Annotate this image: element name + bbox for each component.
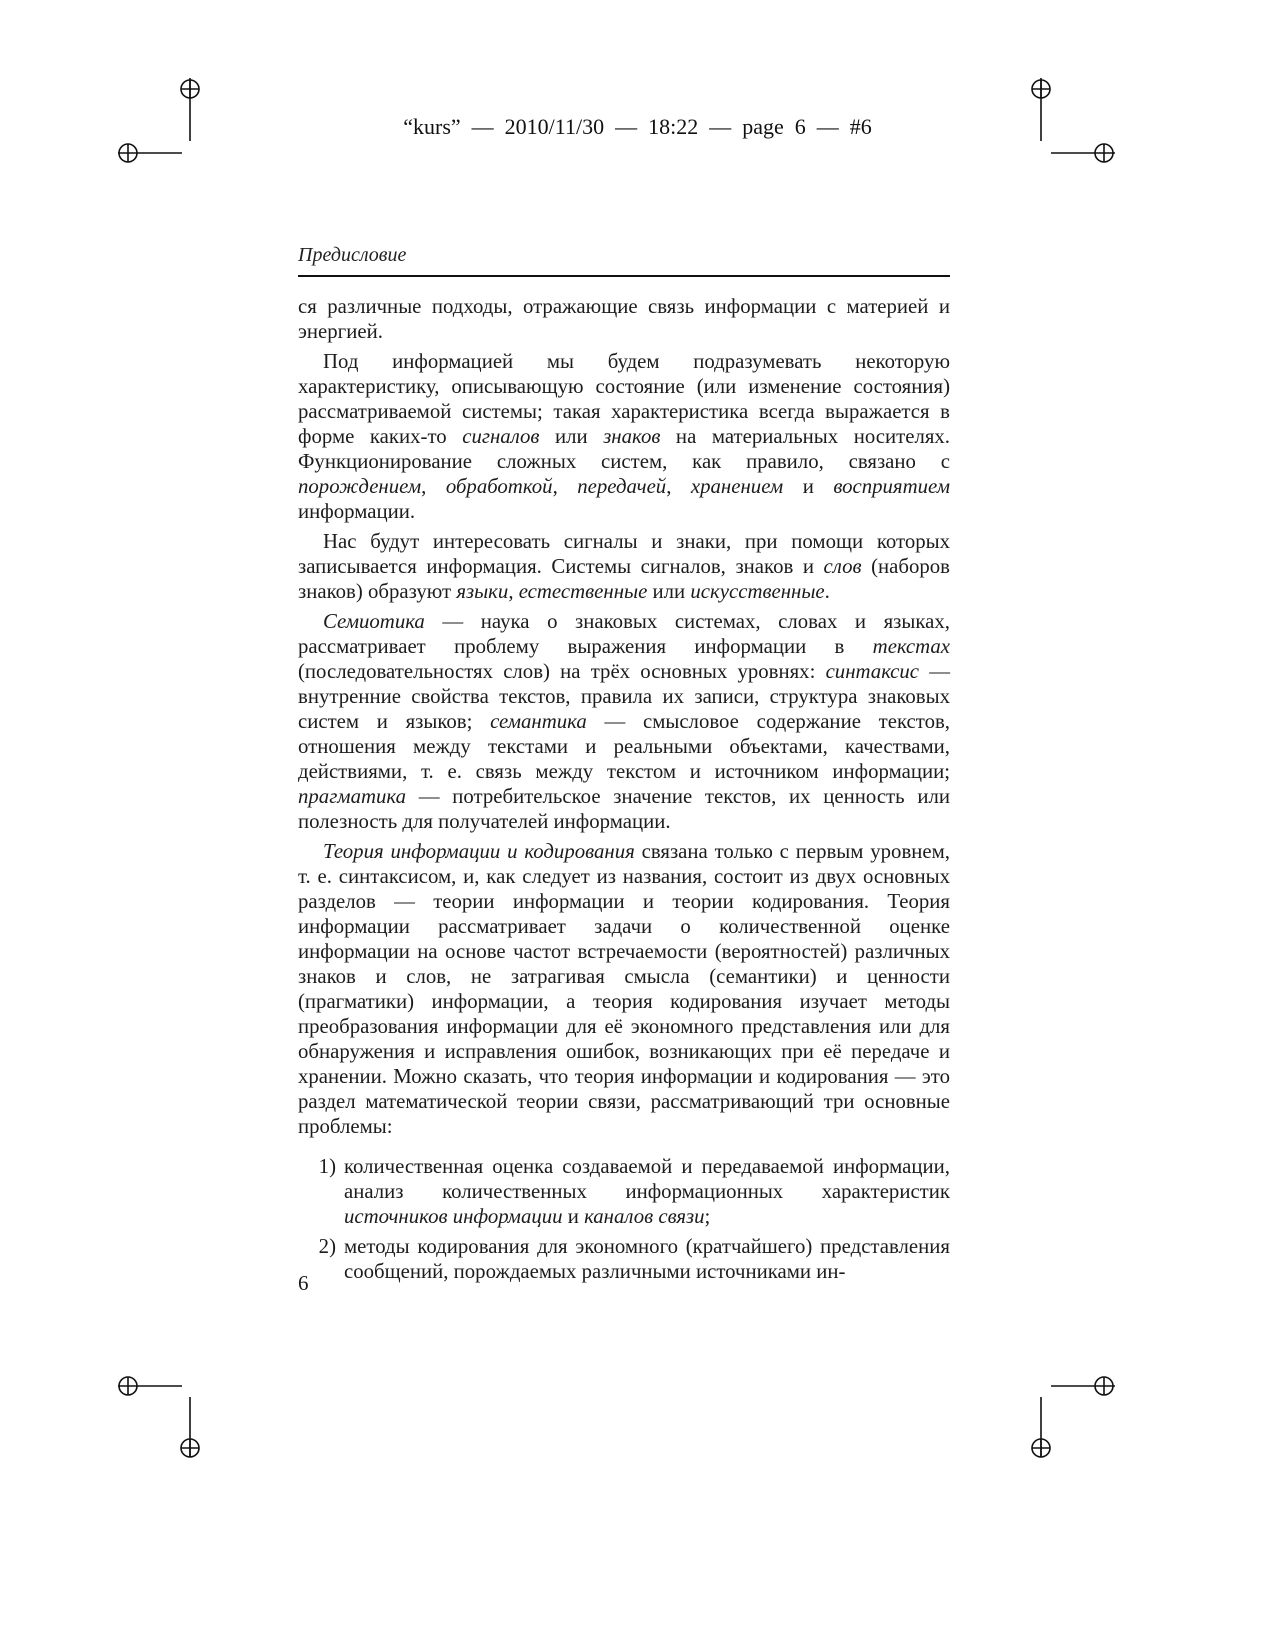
paragraph: Нас будут интересовать сигналы и знаки, при помощи которых записывается информация. Системы сигналов, знаков и слов (наборов знаков) образуют языки, естественные или искусственные. (298, 530, 950, 603)
page-number: 6 (298, 1271, 309, 1295)
list-item (298, 1234, 950, 1284)
italic-term: источников информации (344, 1205, 563, 1228)
italic-term: прагматика (298, 785, 407, 808)
italic-term: сигналов (462, 425, 540, 448)
italic-term: каналов связи (584, 1205, 705, 1228)
list-item-text: количественная оценка создаваемой и передаваемой информации, анализ количественных информационных характеристик источников информации и каналов связи; (344, 1155, 950, 1228)
paragraph: Семиотика — наука о знаковых системах, словах и языках, рассматривает проблему выражения информации в текстах (последовательностях слов) на трёх основных уровнях: синтаксис — внутренние свойства текстов, правила их записи, структура знаковых систем и языков; семантика — смысловое содержание текстов, отношения между текстами и реальными объектами, качествами, действиями, т. е. связь между текстом и источником информации; прагматика — потребительское значение текстов, их ценность или полезность для получателей информации. (298, 610, 950, 833)
header-rule (298, 275, 950, 277)
list-item-number: 2) (318, 1235, 336, 1258)
italic-term: семантика (490, 710, 587, 733)
paragraph: Теория информации и кодирования связана только с первым уровнем, т. е. синтаксисом, и, как следует из названия, состоит из двух основных разделов — теории информации и теории кодирования. Теория информации рассматривает задачи о количественной оценке информации на основе частот встречаемости (вероятностей) различных знаков и слов, не затрагивая смысла (семантики) и ценности (прагматики) информации, а теория кодирования изучает методы преобразования информации для её экономного представления или для обнаружения и исправления ошибок, возникающих при её передаче и хранении. Можно сказать, что теория информации и кодирования — это раздел математической теории связи, рассматривающий три основные проблемы: (298, 840, 951, 1138)
italic-term: слов (823, 555, 862, 578)
italic-term: синтаксис (825, 660, 919, 683)
italic-term: искусственные (690, 580, 825, 603)
list-item-text: методы кодирования для экономного (кратчайшего) представления сообщений, порождаемых различными источниками ин- (344, 1235, 950, 1283)
body-text (298, 294, 950, 1289)
slug-line: “kurs” — 2010/11/30 — 18:22 — page 6 — #6 (403, 114, 872, 139)
list-item-number: 1) (318, 1155, 336, 1178)
italic-term: знаков (603, 425, 661, 448)
italic-term: языки (456, 580, 509, 603)
italic-term: передачей (577, 475, 667, 498)
registration-mark-bottom-left (118, 1377, 199, 1457)
italic-term: порождением (298, 475, 422, 498)
paragraph: ся различные подходы, отражающие связь информации с материей и энергией. (298, 295, 950, 343)
italic-term: текстах (872, 635, 950, 658)
italic-term: обработкой (445, 475, 553, 498)
italic-term: восприятием (833, 475, 950, 498)
italic-term: Семиотика (323, 610, 425, 633)
running-head: Предисловие (298, 244, 407, 266)
italic-term: хранением (690, 475, 784, 498)
list-item (298, 1154, 950, 1229)
italic-term: естественные (518, 580, 648, 603)
problems-list (298, 1154, 950, 1284)
paragraph: Под информацией мы будем подразумевать некоторую характеристику, описывающую состояние (или изменение состояния) рассматриваемой системы; такая характеристика всегда выражается в форме каких-то сигналов или знаков на материальных носителях. Функционирование сложных систем, как правило, связано с порождением, обработкой, передачей, хранением и восприятием информации. (298, 350, 950, 523)
registration-mark-bottom-right (1032, 1377, 1115, 1457)
italic-term: Теория информации и кодирования (323, 840, 635, 863)
